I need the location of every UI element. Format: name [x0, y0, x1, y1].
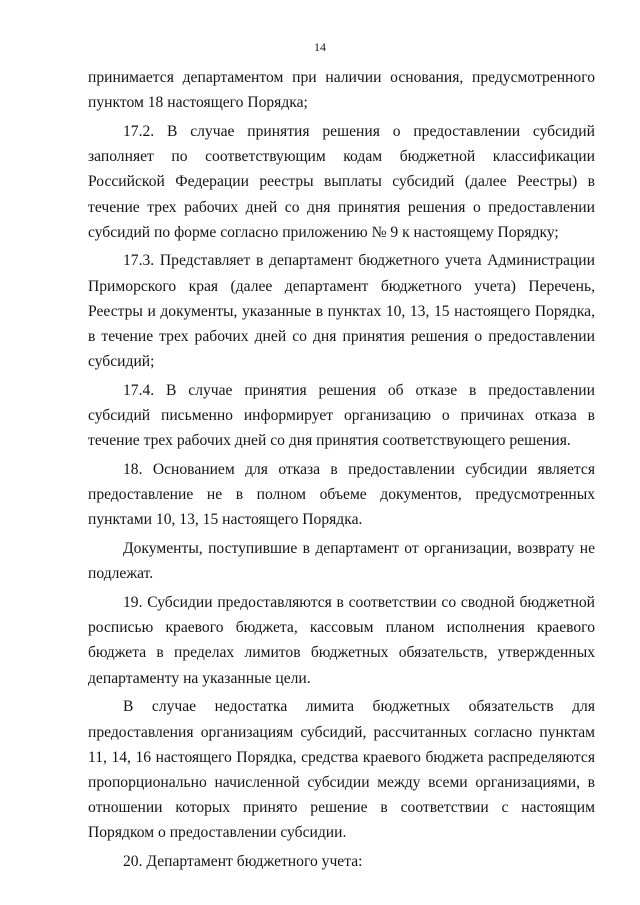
paragraph-19: 19. Субсидии предоставляются в соответствии со сводной бюджетной росписью краевого бюджета, кассовым планом исполнения краевого бюджета в пределах лимитов бюджетных обязательств, утвержденных департаменту на указанные цели. — [88, 594, 595, 687]
page-number: 14 — [314, 40, 326, 54]
paragraph-17-3: 17.3. Представляет в департамент бюджетного учета Администрации Приморского края (далее департамент бюджетного учета) Перечень, Реестры и документы, указанные в пунктах 10, 13, 15 настоящего Порядка, в течение трех рабочих дней со дня принятия решения о предоставлении субсидий; — [88, 252, 595, 371]
paragraph-continuation: принимается департаментом при наличии основания, предусмотренного пунктом 18 настоящего Порядка; — [88, 69, 595, 112]
document-body — [88, 65, 595, 878]
paragraph-18: 18. Основанием для отказа в предоставлении субсидии является предоставление не в полном объеме документов, предусмотренных пунктами 10, 13, 15 настоящего Порядка. — [88, 461, 595, 529]
paragraph-17-2: 17.2. В случае принятия решения о предоставлении субсидий заполняет по соответствующим кодам бюджетной классификации Российской Федерации реестры выплаты субсидий (далее Реестры) в течение трех рабочих дней со дня принятия решения о предоставлении субсидий по форме согласно приложению № 9 к настоящему Порядку; — [88, 122, 595, 241]
paragraph-20: 20. Департамент бюджетного учета: — [123, 853, 363, 871]
paragraph-17-4: 17.4. В случае принятия решения об отказе в предоставлении субсидий письменно информирует организацию о причинах отказа в течение трех рабочих дней со дня принятия соответствующего решения. — [88, 381, 595, 450]
paragraph-budget-shortage: В случае недостатка лимита бюджетных обязательств для предоставления организациям субсидий, рассчитанных согласно пунктам 11, 14, 16 настоящего Порядка, средства краевого бюджета распределяются пропорционально начисленной субсидии между всеми организациями, в отношении которых принято решение в соответствии с настоящим Порядком о предоставлении субсидии. — [88, 698, 595, 842]
paragraph-documents-not-returned: Документы, поступившие в департамент от организации, возврату не подлежат. — [88, 540, 595, 583]
